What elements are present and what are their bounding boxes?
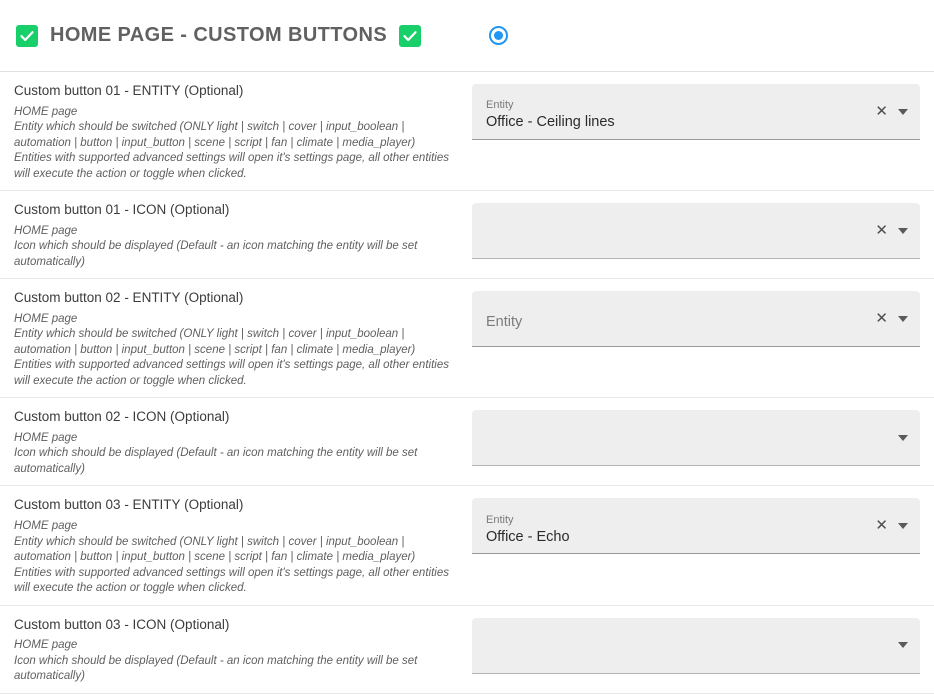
row-label: Custom button 03 - ENTITY (Optional) — [14, 497, 244, 513]
clear-icon[interactable]: ✕ — [875, 517, 888, 535]
radio-dot — [494, 31, 503, 40]
settings-row — [0, 486, 934, 605]
row-desc-line-1: HOME page — [14, 519, 78, 532]
chevron-down-icon[interactable] — [898, 642, 908, 648]
field-float-label: Entity — [486, 99, 514, 112]
field-icons — [875, 311, 912, 326]
icon-select-field[interactable] — [472, 203, 920, 259]
field-value: Office - Ceiling lines — [486, 114, 615, 131]
row-desc-line-2: Icon which should be displayed (Default - an icon matching the entity will be set automatically) — [14, 240, 418, 268]
row-desc-line-2: Icon which should be displayed (Default - an icon matching the entity will be set automatically) — [14, 447, 418, 475]
row-desc-line-1: HOME page — [14, 105, 78, 118]
row-desc-line-1: HOME page — [14, 639, 78, 652]
row-description-block — [14, 496, 472, 596]
clear-icon[interactable]: ✕ — [875, 222, 888, 240]
row-desc-line-1: HOME page — [14, 312, 78, 325]
row-control — [472, 82, 920, 140]
row-description — [14, 431, 460, 478]
row-description-block — [14, 201, 472, 270]
settings-row — [0, 72, 934, 191]
checkbox-left[interactable] — [16, 25, 38, 47]
clear-icon[interactable]: ✕ — [875, 103, 888, 120]
row-desc-line-2: Entity which should be switched (ONLY light | switch | cover | input_boolean | automation | button | input_button | scene | script | fan | climate | media_player) — [14, 328, 416, 356]
clear-icon[interactable]: ✕ — [875, 310, 888, 328]
row-desc-line-1: HOME page — [14, 431, 78, 444]
field-icons — [875, 223, 912, 238]
row-description — [14, 224, 460, 271]
radio-selected-icon[interactable] — [489, 26, 508, 45]
settings-rows — [0, 72, 934, 694]
row-desc-line-3: Entities with supported advanced settings will open it's settings page, all other entities will execute the action or toggle when clicked. — [14, 359, 449, 387]
field-icons — [898, 435, 912, 441]
settings-row — [0, 606, 934, 694]
radio-button-group[interactable] — [489, 26, 508, 45]
chevron-down-icon[interactable] — [898, 316, 908, 322]
row-control — [472, 408, 920, 466]
row-control — [472, 201, 920, 259]
chevron-down-icon[interactable] — [898, 228, 908, 234]
field-placeholder: Entity — [486, 314, 523, 331]
row-label: Custom button 01 - ENTITY (Optional) — [14, 83, 244, 98]
settings-row — [0, 191, 934, 279]
field-text-block — [486, 410, 898, 465]
field-icons — [898, 642, 912, 648]
page-title: HOME PAGE - CUSTOM BUTTONS — [50, 24, 388, 46]
row-desc-line-3: Entities with supported advanced settings will open it's settings page, all other entities will execute the action or toggle when clicked. — [14, 566, 449, 595]
row-label: Custom button 01 - ICON (Optional) — [14, 202, 230, 218]
icon-select-field[interactable] — [472, 618, 920, 674]
row-desc-line-1: HOME page — [14, 224, 78, 237]
checkbox-right[interactable] — [399, 25, 421, 47]
field-value: Office - Echo — [486, 528, 570, 545]
entity-select-field[interactable] — [472, 291, 920, 347]
row-label: Custom button 02 - ENTITY (Optional) — [14, 290, 244, 306]
row-description-block — [14, 408, 472, 477]
row-desc-line-2: Icon which should be displayed (Default - an icon matching the entity will be set automatically) — [14, 654, 418, 683]
settings-row — [0, 279, 934, 398]
row-control — [472, 616, 920, 674]
field-icons — [875, 104, 912, 119]
chevron-down-icon[interactable] — [898, 109, 908, 115]
field-float-label: Entity — [486, 513, 514, 526]
field-text-block — [486, 291, 875, 346]
entity-select-field[interactable] — [472, 84, 920, 140]
row-description-block — [14, 289, 472, 389]
field-text-block — [486, 203, 875, 258]
page-header — [0, 0, 934, 72]
field-text-block — [486, 498, 875, 553]
field-icons — [875, 518, 912, 533]
row-desc-line-2: Entity which should be switched (ONLY light | switch | cover | input_boolean | automation | button | input_button | scene | script | fan | climate | media_player) — [14, 121, 416, 149]
icon-select-field[interactable] — [472, 410, 920, 466]
row-description — [14, 638, 460, 685]
chevron-down-icon[interactable] — [898, 435, 908, 441]
row-description — [14, 105, 460, 183]
row-description-block — [14, 82, 472, 182]
row-description-block — [14, 616, 472, 685]
row-description — [14, 519, 460, 597]
settings-row — [0, 398, 934, 486]
row-label: Custom button 02 - ICON (Optional) — [14, 409, 230, 425]
row-control — [472, 289, 920, 347]
row-desc-line-2: Entity which should be switched (ONLY light | switch | cover | input_boolean | automation | button | input_button | scene | script | fan | climate | media_player) — [14, 535, 416, 564]
chevron-down-icon[interactable] — [898, 523, 908, 529]
row-desc-line-3: Entities with supported advanced settings will open it's settings page, all other entities will execute the action or toggle when clicked. — [14, 152, 449, 180]
row-label: Custom button 03 - ICON (Optional) — [14, 616, 230, 632]
field-text-block — [486, 618, 898, 673]
field-text-block — [486, 84, 875, 139]
entity-select-field[interactable] — [472, 498, 920, 554]
row-description — [14, 312, 460, 390]
row-control — [472, 496, 920, 554]
